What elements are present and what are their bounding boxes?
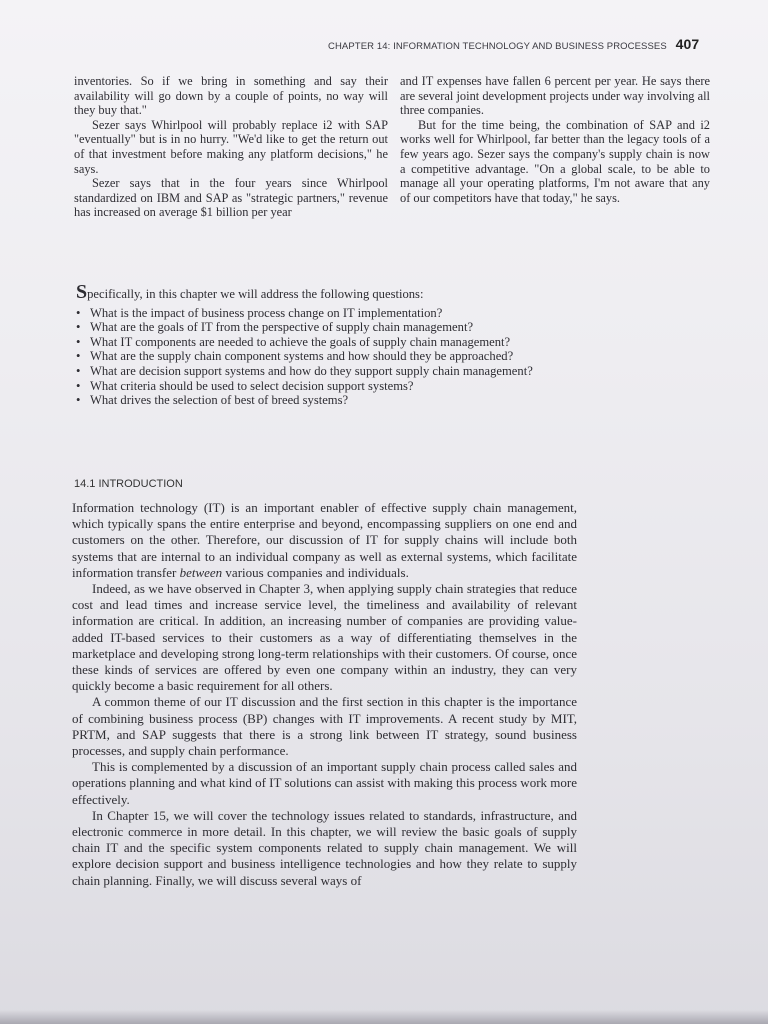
paragraph: In Chapter 15, we will cover the technology issues related to standards, infrastructure, and electronic commerce in more detail. In this chapter, we will review the basic goals of supply chain IT and the specific system components related to supply chain management. We will explore decision support and business intelligence technologies and how they relate to supply chain planning. Finally, we will discuss several ways of [72, 807, 577, 888]
list-item: • What are the supply chain component systems and how should they be approached? [76, 349, 514, 364]
paragraph: Sezer says Whirlpool will probably replace i2 with SAP "eventually" but is in no hurry. "We'd like to get the return out of that investment before making any platform decisions," he says. [74, 117, 388, 176]
section-heading: 14.1 INTRODUCTION [74, 478, 183, 490]
page-number: 407 [675, 36, 700, 52]
page-edge-shadow [0, 1010, 768, 1024]
left-column [74, 74, 388, 220]
paragraph: This is complemented by a discussion of an important supply chain process called sales and operations planning and what kind of IT solutions can assist with making this process work more effectively. [72, 759, 577, 807]
paragraph: and IT expenses have fallen 6 percent per year. He says there are several joint development projects under way involving all three companies. [400, 74, 710, 118]
bullet-icon: • [76, 393, 81, 408]
paragraph: inventories. So if we bring in something and say their availability will go down by a couple of points, no way will they buy that." [74, 74, 388, 118]
list-item: • What IT components are needed to achieve the goals of supply chain management? [76, 334, 511, 349]
bullet-icon: • [76, 349, 81, 364]
right-column [400, 74, 710, 205]
list-item: • What is the impact of business process change on IT implementation? [76, 305, 443, 320]
list-item: • What are the goals of IT from the perspective of supply chain management? [76, 320, 474, 335]
intro-text: pecifically, in this chapter we will address the following questions: [87, 287, 424, 301]
bullet-icon: • [76, 334, 81, 349]
drop-cap: S [76, 281, 88, 303]
bullet-icon: • [76, 305, 81, 320]
paragraph: But for the time being, the combination of SAP and i2 works well for Whirlpool, far better than the legacy tools of a few years ago. Sezer says the company's supply chain is now a competitive advantage. "On a global scale, to be able to manage all your operating platforms, I'm not aware that any of our competitors have that today," he says. [400, 117, 710, 205]
running-header [328, 36, 712, 52]
bullet-icon: • [76, 378, 81, 393]
bullet-icon: • [76, 320, 81, 335]
emphasis: between [179, 564, 223, 580]
paragraph: A common theme of our IT discussion and the first section in this chapter is the importance of combining business process (BP) changes with IT improvements. A recent study by MIT, PRTM, and SAP suggests that there is a strong link between IT strategy, sound business processes, and supply chain performance. [72, 694, 577, 759]
list-item: • What are decision support systems and how do they support supply chain management? [76, 363, 533, 378]
list-item: • What criteria should be used to select decision support systems? [76, 378, 414, 393]
questions-intro [76, 281, 576, 303]
chapter-questions [76, 281, 576, 408]
section-body [72, 500, 577, 889]
bullet-icon: • [76, 363, 81, 378]
paragraph: Sezer says that in the four years since Whirlpool standardized on IBM and SAP as "strategic partners," revenue has increased on average $1 billion per year [74, 176, 388, 220]
question-list [76, 306, 576, 408]
paragraph: Information technology (IT) is an important enabler of effective supply chain management, which typically spans the entire enterprise and beyond, encompassing suppliers on one end and customers on the other. Therefore, our discussion of IT for supply chains will include both systems that are internal to an individual company as well as external systems, which facilitate information transfer between various companies and individuals. [72, 500, 577, 580]
chapter-title: CHAPTER 14: INFORMATION TECHNOLOGY AND BUSINESS PROCESSES [328, 41, 667, 52]
paragraph: Indeed, as we have observed in Chapter 3, when applying supply chain strategies that reduce cost and lead times and increase service level, the timeliness and availability of relevant information are critical. In addition, an increasing number of companies are providing value-added IT-based services to their customers as a way of differentiating themselves in the marketplace and developing strong long-term relationships with their customers. Of course, once these kinds of services are offered by even one company within an industry, they can very quickly become a basic requirement for all others. [72, 581, 577, 694]
list-item: • What drives the selection of best of breed systems? [76, 393, 349, 408]
